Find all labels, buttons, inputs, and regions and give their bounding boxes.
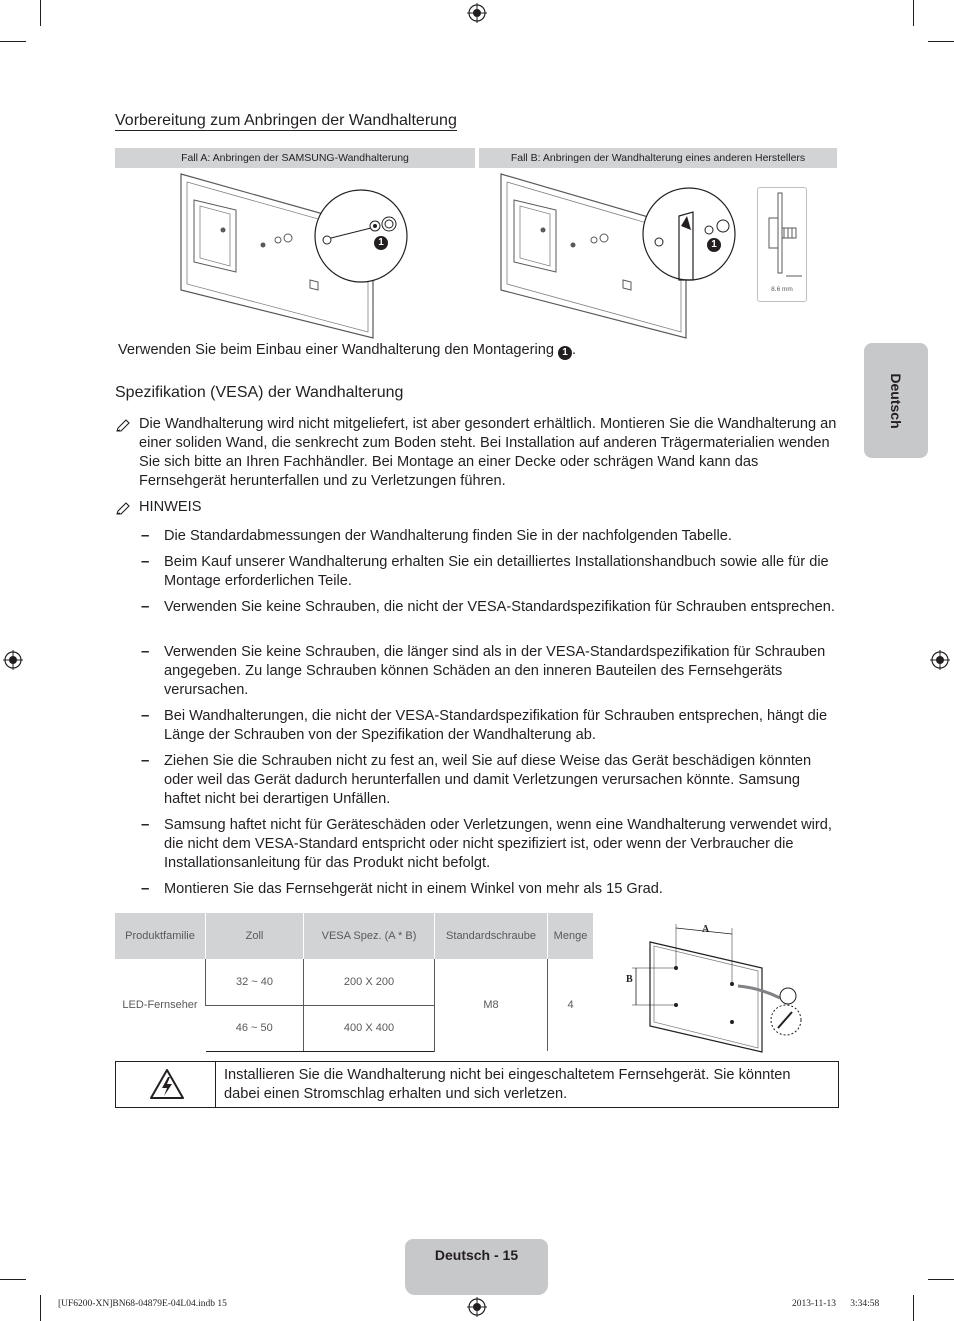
list-item: Ziehen Sie die Schrauben nicht zu fest an, weil Sie auf diese Weise das Gerät beschädigen könnten oder weil das Gerät dadurch herunterfallen und damit Verletzungen verursachen könnte. Samsung haftet nicht bei derartigen Unfällen. [164,753,812,807]
list-item: Verwenden Sie keine Schrauben, die länger sind als in der VESA-Standardspezifikation für Schrauben angegeben. Zu lange Schrauben können Schäden an den inneren Bauteilen des Fernsehgeräts verursachen. [164,644,826,698]
table-cell-vesa: 400 X 400 [304,1005,435,1051]
page-number: Deutsch - 15 [434,1247,519,1263]
bullet-dash: – [141,816,150,833]
bullet-dash: – [141,598,150,615]
list-item: Beim Kauf unserer Wandhalterung erhalten Sie ein detailliertes Installationshandbuch sowie alle für die Montage erforderlichen Teile. [164,554,829,589]
case-b-header: Fall B: Anbringen der Wandhalterung eines anderen Herstellers [479,148,837,168]
crop-mark [40,0,41,26]
table-cell-screw: M8 [435,959,548,1051]
column-header: Menge [548,913,594,959]
table-cell-vesa: 200 X 200 [304,959,435,1005]
bullet-dash: – [141,643,150,660]
side-tab-label: Deutsch [888,372,904,429]
vesa-spec-table [115,913,593,1052]
crop-mark [913,0,914,26]
hinweis-label: HINWEIS [139,499,202,515]
electric-warning-box [115,1061,839,1108]
list-item: Die Standardabmessungen der Wandhalterung finden Sie in der nachfolgenden Tabelle. [164,528,732,544]
callout-number-1: 1 [707,238,721,252]
vesa-dimension-diagram [620,918,820,1058]
case-a-zoom-circle [313,188,409,284]
case-b-zoom-circle [641,186,737,282]
crop-mark [913,1295,914,1321]
bullet-dash: – [141,880,150,897]
footer-file-name: [UF6200-XN]BN68-04879E-04L04.indb 15 [58,1299,227,1309]
pencil-note-icon [115,418,131,434]
case-a-header: Fall A: Anbringen der SAMSUNG-Wandhalterung [115,148,475,168]
pencil-note-icon [115,501,131,517]
language-side-tab [864,343,928,458]
section-title-preparation: Vorbereitung zum Anbringen der Wandhalterung [115,112,457,129]
instruction-period: . [572,342,577,358]
page-number-tab [405,1239,548,1295]
footer-timestamp: 2013-11-13 3:34:58 [792,1299,880,1309]
bullet-dash: – [141,553,150,570]
registration-mark-icon [467,3,487,23]
crop-mark [928,1279,954,1280]
bullet-dash: – [141,527,150,544]
warning-icon-cell [116,1062,216,1107]
dimension-label-b: B [626,974,633,985]
list-item: Samsung haftet nicht für Geräteschäden oder Verletzungen, wenn eine Wandhalterung verwendet wird, die nicht dem VESA-Standard entspricht oder nicht spezifiziert ist, oder wenn der Verbraucher die Installationsanleitung für das Produkt nicht befolgt. [164,817,832,871]
registration-mark-icon [467,1297,487,1317]
column-header: Zoll [206,913,304,959]
crop-mark [928,41,954,42]
callout-number-1: 1 [558,346,572,360]
bullet-dash: – [141,707,150,724]
column-header: Produktfamilie [115,913,206,959]
dimension-label-a: A [702,924,710,935]
table-cell-quantity: 4 [548,959,594,1051]
screw-side-view-icon [758,188,806,283]
crop-mark [0,41,26,42]
mounting-ring-instruction [118,341,576,360]
column-header: Standardschraube [435,913,548,959]
table-row [115,959,593,1005]
callout-number-1: 1 [374,236,388,250]
note-paragraph: Die Wandhalterung wird nicht mitgeliefert, ist aber gesondert erhältlich. Montieren Sie die Wandhalterung an einer soliden Wand, die senkrecht zum Boden steht. Bei Installation auf anderen Trägermaterialien wenden Sie sich bitte an Ihren Fachhändler. Bei Montage an einer Decke oder schrägen Wand kann das Fernsehgerät herunterfallen und zu Verletzungen führen. [139,416,837,489]
instruction-text: Verwenden Sie beim Einbau einer Wandhalterung den Montagering [118,342,554,358]
screw-detail-box [757,187,807,302]
list-item: Montieren Sie das Fernsehgerät nicht in einem Winkel von mehr als 15 Grad. [164,881,663,897]
registration-mark-icon [3,650,23,670]
electric-shock-warning-icon [149,1068,185,1100]
registration-mark-icon [930,650,950,670]
table-cell-zoll: 46 ~ 50 [206,1005,304,1051]
column-header: VESA Spez. (A * B) [304,913,435,959]
dimension-label: 8.6 mm [771,286,793,293]
list-item: Bei Wandhalterungen, die nicht der VESA-Standardspezifikation für Schrauben entsprechen, hängt die Länge der Schrauben von der Spezifikation der Wandhalterung ab. [164,708,828,743]
table-cell-family: LED-Fernseher [122,999,198,1011]
crop-mark [40,1295,41,1321]
section-title-vesa-spec: Spezifikation (VESA) der Wandhalterung [115,384,404,401]
table-header-row [115,913,593,959]
bullet-dash: – [141,752,150,769]
table-cell-zoll: 32 ~ 40 [206,959,304,1005]
warning-text: Installieren Sie die Wandhalterung nicht bei eingeschaltetem Fernsehgerät. Sie könnten dabei einen Stromschlag erhalten und sich verletzen. [224,1067,791,1102]
crop-mark [0,1279,26,1280]
list-item: Verwenden Sie keine Schrauben, die nicht der VESA-Standardspezifikation für Schrauben entsprechen. [164,599,835,615]
